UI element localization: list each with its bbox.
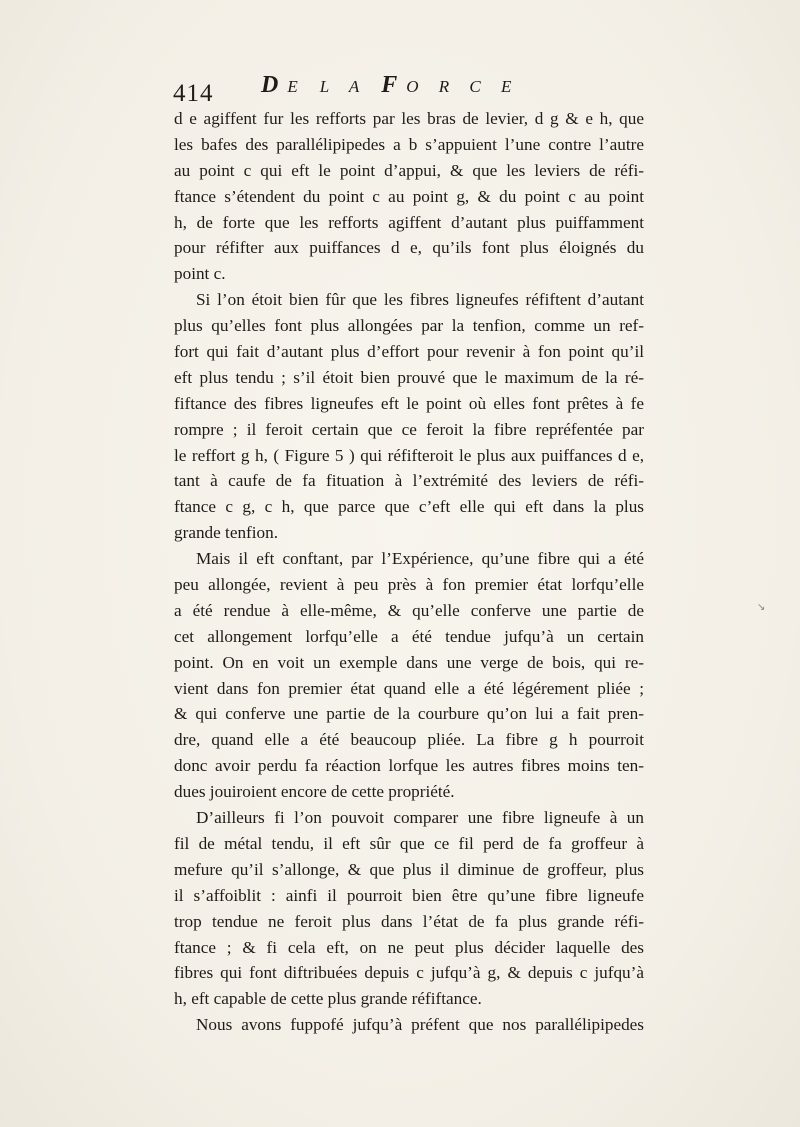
text-line: fibres qui font diftribuées depuis c jufqu’à g, & depuis c jufqu’à: [174, 963, 644, 983]
text-line: ftance c g, c h, que parce que c’eft elle qui eft dans la plus: [174, 497, 644, 517]
title-initial-d: D: [261, 72, 288, 98]
text-line: tant à caufe de fa fituation à l’extrémité des leviers de réfi-: [174, 471, 644, 491]
title-initial-f: F: [381, 72, 407, 98]
text-line: & qui conferve une partie de la courbure qu’on lui a fait pren-: [174, 704, 644, 724]
text-line: fil de métal tendu, il eft sûr que ce fil perd de fa groffeur à: [174, 833, 644, 853]
text-line: h, de forte que les refforts agiffent d’autant plus puiffamment: [174, 212, 644, 232]
text-line: point c.: [174, 264, 226, 284]
text-line: dues jouiroient encore de cette propriété.: [174, 782, 455, 802]
text-line: pour réfifter aux puiffances d e, qu’ils font plus éloignés du: [174, 238, 644, 258]
text-line: au point c qui eft le point d’appui, & que les leviers de réfi-: [174, 160, 644, 180]
text-line: point. On en voit un exemple dans une verge de bois, qui re-: [174, 652, 644, 672]
text-line: D’ailleurs fi l’on pouvoit comparer une fibre ligneufe à un: [196, 808, 644, 828]
page-header: [173, 62, 643, 106]
text-line: peu allongée, revient à peu près à fon premier état lorfqu’elle: [174, 575, 644, 595]
text-line: cet allongement lorfqu’elle a été tendue jufqu’à un certain: [174, 626, 644, 646]
text-line: il s’affoiblit : ainfi il pourroit bien être qu’une fibre ligneufe: [174, 885, 644, 905]
title-e: E: [287, 77, 306, 96]
text-line: plus qu’elles font plus allongées par la tenfion, comme un ref-: [174, 316, 644, 336]
body-text: [174, 106, 644, 1038]
text-line: trop tendue ne feroit plus dans l’état de fa plus grande réfi-: [174, 911, 644, 931]
text-line: d e agiffent fur les refforts par les bras de levier, d g & e h, que: [174, 109, 644, 128]
text-line: Si l’on étoit bien fûr que les fibres ligneufes réfiftent d’autant: [196, 290, 644, 310]
title-la: L A: [319, 77, 368, 96]
text-line: vient dans fon premier état quand elle a été légérement pliée ;: [174, 678, 644, 698]
text-line: eft plus tendu ; s’il étoit bien prouvé que le maximum de la ré-: [174, 367, 644, 387]
text-line: fiftance des fibres ligneufes eft le point où elles font prêtes à fe: [174, 393, 644, 413]
text-line: les bafes des parallélipipedes a b s’appuient l’une contre l’autre: [174, 134, 644, 154]
text-line: ftance s’étendent du point c au point g, & du point c au point: [174, 186, 644, 206]
text-line: fort qui fait d’autant plus d’effort pour revenir à fon point qu’il: [174, 342, 644, 362]
text-line: Nous avons fuppofé jufqu’à préfent que nos parallélipipedes: [196, 1015, 644, 1035]
text-line: ftance ; & fi cela eft, on ne peut plus décider laquelle des: [174, 937, 644, 957]
page-number: 414: [173, 80, 214, 107]
text-line: Mais il eft conftant, par l’Expérience, qu’une fibre qui a été: [196, 549, 644, 569]
text-line: grande tenfion.: [174, 523, 279, 543]
text-line: rompre ; il feroit certain que ce feroit la fibre repréfentée par: [174, 419, 644, 439]
running-title: [261, 72, 519, 99]
text-line: h, eft capable de cette plus grande réfiftance.: [174, 989, 482, 1009]
title-orce: O R C E: [406, 77, 520, 96]
text-line: mefure qu’il s’allonge, & que plus il diminue de groffeur, plus: [174, 859, 644, 879]
text-line: dre, quand elle a été beaucoup pliée. La fibre g h pourroit: [174, 730, 644, 750]
text-line: a été rendue à elle-même, & qu’elle conferve une partie de: [174, 600, 644, 620]
margin-mark: ↘: [757, 602, 766, 613]
text-line: le reffort g h, ( Figure 5 ) qui réfifteroit le plus aux puiffances d e,: [174, 445, 644, 465]
text-line: donc avoir perdu fa réaction lorfque les autres fibres moins ten-: [174, 756, 644, 776]
